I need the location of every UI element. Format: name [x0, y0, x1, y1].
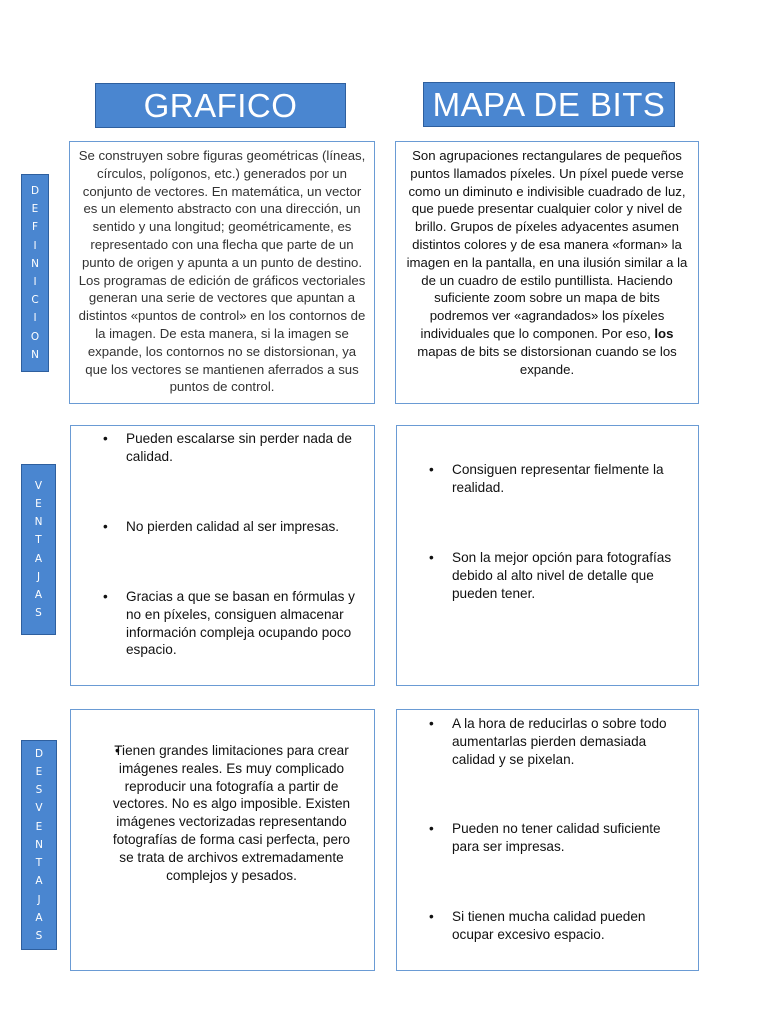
- side-letter: V: [34, 479, 43, 492]
- definicion-mapa-bold: los: [654, 325, 674, 341]
- side-label-definicion: [21, 174, 49, 372]
- side-letter: E: [35, 497, 42, 510]
- side-letter: A: [35, 911, 43, 924]
- definicion-grafico-box: [69, 141, 375, 404]
- ventajas-mapa-list: [397, 549, 698, 602]
- side-letter: V: [35, 802, 43, 815]
- side-letter: S: [35, 929, 43, 942]
- side-letter: N: [31, 348, 39, 361]
- list-item: • Pueden no tener calidad suficiente para ser impresas.: [397, 820, 698, 856]
- definicion-mapa-text: [396, 142, 698, 378]
- desventajas-grafico-list: [71, 742, 374, 884]
- side-letter: J: [37, 893, 41, 906]
- list-item: • Si tienen mucha calidad pueden ocupar excesivo espacio.: [397, 908, 698, 944]
- side-letter: O: [30, 330, 40, 343]
- ventajas-grafico-list: [71, 430, 374, 466]
- list-item: • Tienen grandes limitaciones para crear imágenes reales. Es muy complicado reproducir una fotografía a partir de vectores. No es algo imposible. Existen imágenes vectorizadas representando fotografías de forma casi perfecta, pero se trata de archivos extremadamente complejos y pesados.: [71, 742, 374, 884]
- side-letter: E: [31, 203, 39, 216]
- ventajas-grafico-box: [70, 425, 375, 686]
- side-letter: N: [31, 257, 39, 270]
- side-label-desventajas: [21, 740, 57, 950]
- side-letter: I: [33, 276, 37, 288]
- side-letter: I: [33, 312, 37, 325]
- side-letter: E: [35, 766, 43, 779]
- header-grafico: GRAFICO: [95, 83, 346, 128]
- definicion-mapa-text-part2: mapas de bits se distorsionan cuando se los expande.: [417, 343, 677, 377]
- header-mapa-de-bits: MAPA DE BITS: [423, 82, 675, 127]
- desventajas-mapa-list: [397, 820, 698, 856]
- side-letter: A: [34, 588, 43, 601]
- definicion-grafico-text: Se construyen sobre figuras geométricas (líneas, círculos, polígonos, etc.) generados por un conjunto de vectores. En matemática, un vector es un elemento abstracto con una dirección, un sentido y una longitud; geométricamente, es representado con una flecha que parte de un punto de origen y apunta a un punto de destino. Los programas de edición de gráficos vectoriales generan una serie de vectores que apuntan a distintos «puntos de control» en los contornos de la imagen. De esta manera, si la imagen se expande, los contornos no se distorsionan, ya que los vectores se mantienen aferrados a sus puntos de control.: [78, 148, 366, 395]
- ventajas-mapa-list: [397, 461, 698, 497]
- definicion-mapa-text-part1: Son agrupaciones rectangulares de pequeños puntos llamados píxeles. Un píxel puede verse como un diminuto e indivisible cuadrado de luz, que puede presentar cualquier color y nivel de brillo. Grupos de píxeles adyacentes asumen distintos colores y de esa manera «forman» la imagen en la pantalla, en una ilusión similar a la de un cuadro de estilo puntillista. Haciendo suficiente zoom sobre un mapa de bits podremos ver «agrandados» los píxeles individuales que lo componen. Por eso,: [406, 148, 688, 341]
- side-label-ventajas: [21, 464, 56, 635]
- side-letter: J: [36, 570, 41, 583]
- side-letter: D: [34, 747, 44, 760]
- desventajas-mapa-list: [397, 715, 698, 768]
- ventajas-grafico-list: [71, 588, 374, 659]
- side-letter: E: [35, 820, 43, 833]
- side-letter: T: [35, 857, 43, 870]
- list-item: • Consiguen representar fielmente la realidad.: [397, 461, 698, 497]
- side-letter: F: [31, 221, 39, 234]
- side-letter: N: [34, 516, 43, 529]
- desventajas-grafico-box: [70, 709, 375, 971]
- side-letter: S: [35, 607, 42, 620]
- side-letter: C: [31, 294, 39, 307]
- side-letter: A: [35, 875, 43, 888]
- list-item: • A la hora de reducirlas o sobre todo aumentarlas pierden demasiada calidad y se pixelan.: [397, 715, 698, 768]
- side-letter: I: [33, 239, 37, 252]
- desventajas-mapa-box: [396, 709, 699, 971]
- list-item: • Pueden escalarse sin perder nada de calidad.: [71, 430, 374, 466]
- list-item: • Gracias a que se basan en fórmulas y no en píxeles, consiguen almacenar información compleja ocupando poco espacio.: [71, 588, 374, 659]
- side-letter: D: [30, 184, 40, 197]
- list-item: • Son la mejor opción para fotografías debido al alto nivel de detalle que pueden tener.: [397, 549, 698, 602]
- ventajas-mapa-box: [396, 425, 699, 686]
- ventajas-grafico-list: [71, 518, 374, 536]
- desventajas-mapa-list: [397, 908, 698, 944]
- side-letter: N: [35, 838, 43, 851]
- side-letter: A: [34, 552, 43, 565]
- definicion-mapa-box: [395, 141, 699, 404]
- side-letter: S: [35, 784, 43, 797]
- list-item: • No pierden calidad al ser impresas.: [71, 518, 374, 536]
- side-letter: T: [35, 534, 42, 547]
